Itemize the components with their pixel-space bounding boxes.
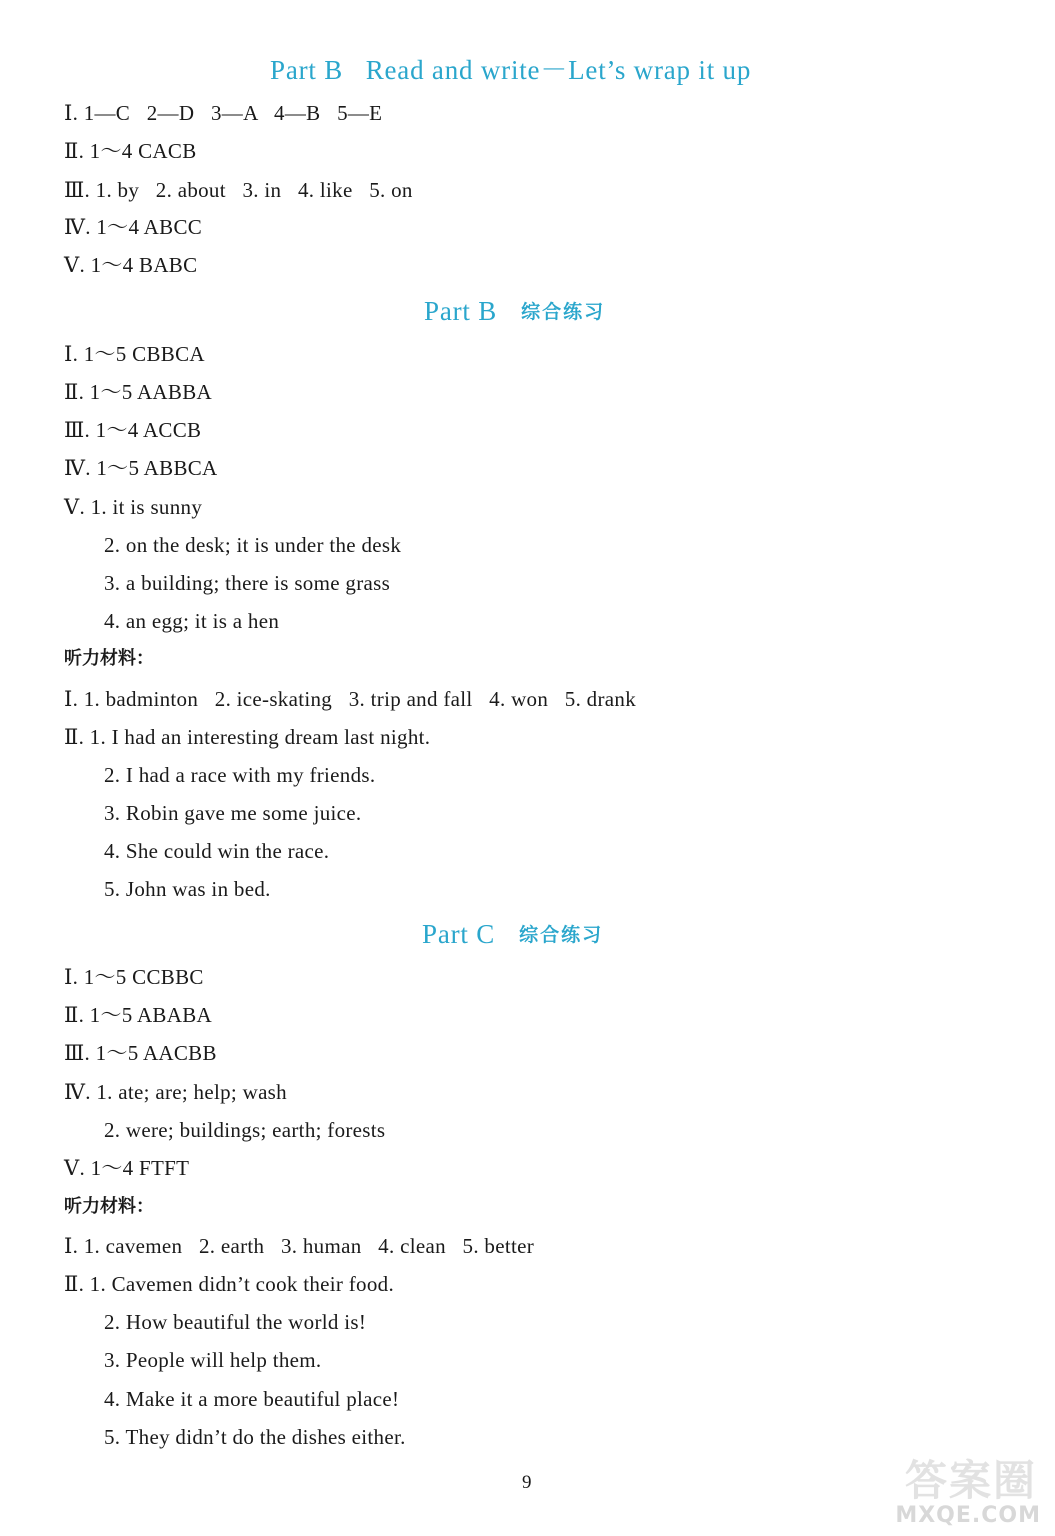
listening-line: 5. They didn’t do the dishes either. <box>104 1425 406 1449</box>
answer-line: Ⅳ. 1～4 ABCC <box>64 215 203 239</box>
answer-line: Ⅰ. 1～5 CBBCA <box>64 342 205 366</box>
answer-line: Ⅲ. 1～4 ACCB <box>64 418 202 442</box>
heading-cn: 综合练习 <box>521 301 606 323</box>
answer-line: Ⅱ. 1～5 ABABA <box>64 1003 212 1027</box>
answer-line: 4. an egg; it is a hen <box>104 609 280 633</box>
answer-line: 2. on the desk; it is under the desk <box>104 533 402 557</box>
answer-line: Ⅳ. 1～5 ABBCA <box>64 456 218 480</box>
answer-line: 2. were; buildings; earth; forests <box>104 1118 386 1142</box>
answer-line: Ⅲ. 1～5 AACBB <box>64 1041 217 1065</box>
answer-line: Ⅱ. 1～4 CACB <box>64 139 197 163</box>
listening-line: Ⅱ. 1. I had an interesting dream last night. <box>64 725 431 749</box>
section-heading-part-c-practice <box>422 918 603 951</box>
section-heading-part-b-practice <box>424 295 605 328</box>
section-heading-part-b-read-write: Part B Read and write－Let’s wrap it up <box>270 55 752 85</box>
answer-line: Ⅰ. 1—C 2—D 3—A 4—B 5—E <box>64 101 383 125</box>
answer-line: Ⅳ. 1. ate; are; help; wash <box>64 1080 287 1104</box>
listening-line: 5. John was in bed. <box>104 877 271 901</box>
answer-line: Ⅲ. 1. by 2. about 3. in 4. like 5. on <box>64 178 413 202</box>
listening-line: 2. I had a race with my friends. <box>104 763 376 787</box>
watermark-url: MXQE.COM <box>895 1503 1041 1528</box>
page-number: 9 <box>522 1472 532 1493</box>
listening-label: 听力材料： <box>64 648 154 669</box>
listening-line: Ⅰ. 1. badminton 2. ice-skating 3. trip and fall 4. won 5. drank <box>64 687 636 711</box>
answer-line: Ⅱ. 1～5 AABBA <box>64 380 212 404</box>
listening-line: 2. How beautiful the world is! <box>104 1310 367 1334</box>
answer-line: Ⅴ. 1. it is sunny <box>64 495 203 519</box>
listening-line: Ⅱ. 1. Cavemen didn’t cook their food. <box>64 1272 395 1296</box>
answer-line: Ⅰ. 1～5 CCBBC <box>64 965 204 989</box>
listening-line: 3. Robin gave me some juice. <box>104 801 362 825</box>
watermark-logo <box>856 1448 1041 1528</box>
listening-line: 3. People will help them. <box>104 1348 322 1372</box>
listening-line: 4. She could win the race. <box>104 839 330 863</box>
listening-label: 听力材料： <box>64 1196 154 1217</box>
answer-line: Ⅴ. 1～4 FTFT <box>64 1156 190 1180</box>
heading-text: Part C <box>422 919 496 949</box>
watermark-big-text: 答案圈 <box>904 1456 1037 1505</box>
heading-text: Part B <box>424 296 498 326</box>
heading-cn: 综合练习 <box>519 924 604 946</box>
answer-line: Ⅴ. 1～4 BABC <box>64 253 198 277</box>
answer-line: 3. a building; there is some grass <box>104 571 391 595</box>
listening-line: 4. Make it a more beautiful place! <box>104 1387 400 1411</box>
listening-line: Ⅰ. 1. cavemen 2. earth 3. human 4. clean 5. better <box>64 1234 535 1258</box>
